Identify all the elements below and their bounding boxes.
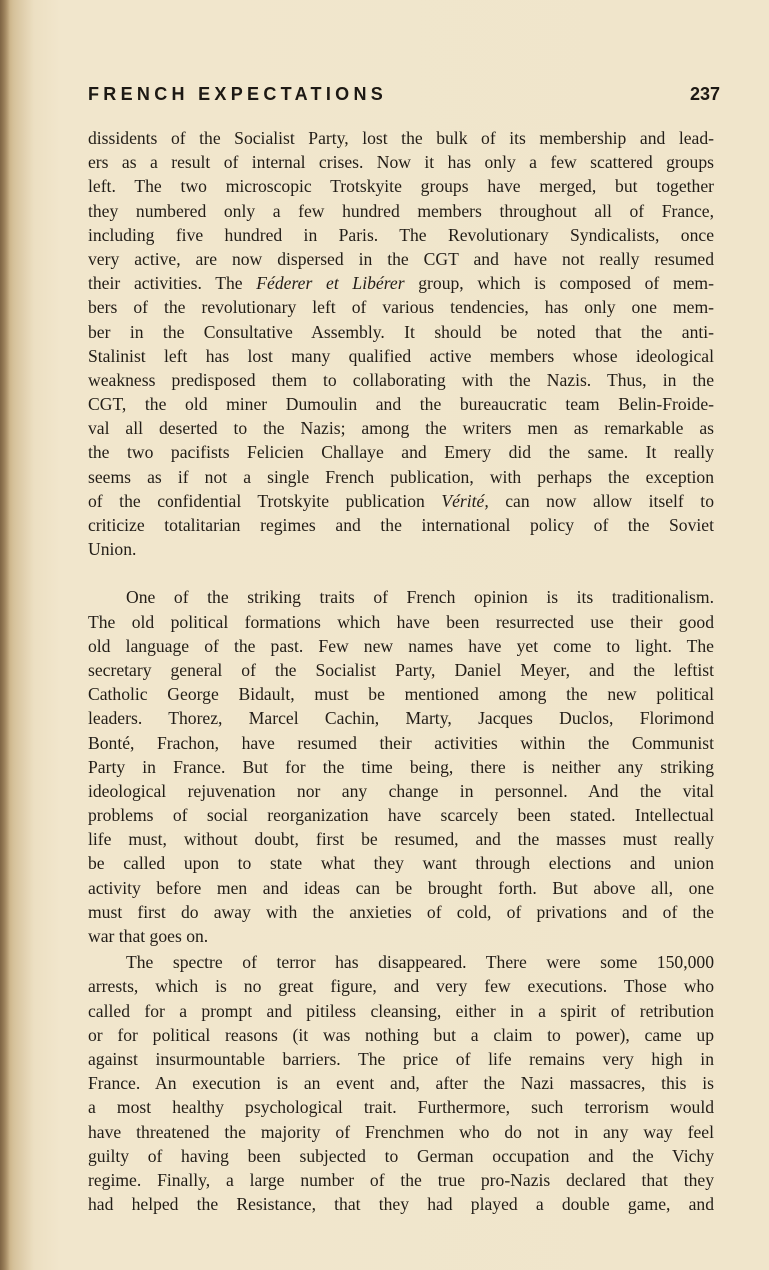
text-line: must first do away with the anxieties of cold, of privations and of the — [88, 901, 714, 922]
text-line: bers of the revolutionary left of various tendencies, has only one mem- — [88, 297, 714, 318]
text-line: One of the striking traits of French opinion is its traditionalism. — [126, 587, 714, 608]
italic-title: Vérité, — [441, 490, 489, 511]
text-line: against insurmountable barriers. The price of life remains very high in — [88, 1048, 714, 1069]
text-line: CGT, the old miner Dumoulin and the bureaucratic team Belin-Froide- — [88, 394, 714, 415]
text-line: secretary general of the Socialist Party, Daniel Meyer, and the leftist — [88, 659, 714, 680]
page-number: 237 — [689, 84, 720, 104]
text-line: have threatened the majority of Frenchmen who do not in any way feel — [88, 1121, 714, 1142]
text-line: dissidents of the Socialist Party, lost the bulk of its membership and lead- — [88, 128, 714, 148]
running-head: FRENCH EXPECTATIONS — [88, 84, 388, 104]
text-line: weakness predisposed them to collaborating with the Nazis. Thus, in the — [88, 369, 714, 390]
text-line: regime. Finally, a large number of the true pro-Nazis declared that they — [88, 1169, 714, 1190]
text-line: left. The two microscopic Trotskyite groups have merged, but together — [88, 176, 714, 197]
text-line: Stalinist left has lost many qualified active members whose ideological — [88, 345, 714, 366]
italic-title: Féderer et Libérer — [256, 273, 405, 294]
text-line: Party in France. But for the time being, there is neither any striking — [88, 756, 714, 777]
text-line: criticize totalitarian regimes and the international policy of the Soviet — [88, 515, 714, 535]
text-line: had helped the Resistance, that they had played a double game, and — [88, 1194, 714, 1215]
text-line: their activities. The Féderer et Libérer group, which is composed of mem- — [88, 273, 714, 294]
text-line: activity before men and ideas can be brought forth. But above all, one — [88, 877, 714, 898]
text-line: arrests, which is no great figure, and very few executions. Those who — [88, 976, 714, 997]
paragraph-3 — [88, 950, 714, 1216]
spine-shadow — [0, 0, 10, 1270]
text-line: or for political reasons (it was nothing but a claim to power), came up — [88, 1024, 714, 1045]
text-line: a most healthy psychological trait. Furthermore, such terrorism would — [88, 1097, 714, 1118]
text-line: France. An execution is an event and, after the Nazi massacres, this is — [88, 1073, 714, 1094]
text-line: ideological rejuvenation nor any change in personnel. And the vital — [88, 780, 714, 801]
text-line: very active, are now dispersed in the CGT and have not really resumed — [88, 248, 714, 269]
text-line: The old political formations which have been resurrected use their good — [88, 611, 714, 632]
text-line: ers as a result of internal crises. Now it has only a few scattered groups — [88, 152, 714, 173]
text-line: including five hundred in Paris. The Revolutionary Syndicalists, once — [88, 224, 714, 245]
text-line: Catholic George Bidault, must be mentioned among the new political — [88, 684, 714, 705]
text-line: life must, without doubt, first be resumed, and the masses must really — [88, 829, 714, 850]
text-line: be called upon to state what they want through elections and union — [88, 853, 714, 874]
text-line: The spectre of terror has disappeared. There were some 150,000 — [126, 952, 714, 973]
text-line: war that goes on. — [88, 926, 209, 946]
text-line: ber in the Consultative Assembly. It should be noted that the anti- — [88, 321, 714, 342]
body-text — [88, 126, 714, 1216]
page-header — [88, 84, 720, 110]
text-line: guilty of having been subjected to German occupation and the Vichy — [88, 1145, 714, 1166]
text-line: of the confidential Trotskyite publication Vérité, can now allow itself to — [88, 490, 714, 511]
section-break — [88, 561, 714, 585]
text-line: the two pacifists Felicien Challaye and Emery did the same. It really — [88, 442, 714, 463]
text-line: Bonté, Frachon, have resumed their activities within the Communist — [88, 732, 714, 753]
text-line: called for a prompt and pitiless cleansing, either in a spirit of retribution — [88, 1000, 714, 1021]
text-line: leaders. Thorez, Marcel Cachin, Marty, Jacques Duclos, Florimond — [88, 708, 714, 729]
text-line: seems as if not a single French publication, with perhaps the exception — [88, 466, 714, 487]
paragraph-1 — [88, 126, 714, 561]
paragraph-2 — [88, 585, 714, 948]
text-line: Union. — [88, 539, 137, 560]
text-line: val all deserted to the Nazis; among the writers men as remarkable as — [88, 418, 714, 439]
text-line: old language of the past. Few new names have yet come to light. The — [88, 635, 714, 656]
text-line: they numbered only a few hundred members throughout all of France, — [88, 200, 714, 221]
text-line: problems of social reorganization have scarcely been stated. Intellectual — [88, 805, 714, 826]
